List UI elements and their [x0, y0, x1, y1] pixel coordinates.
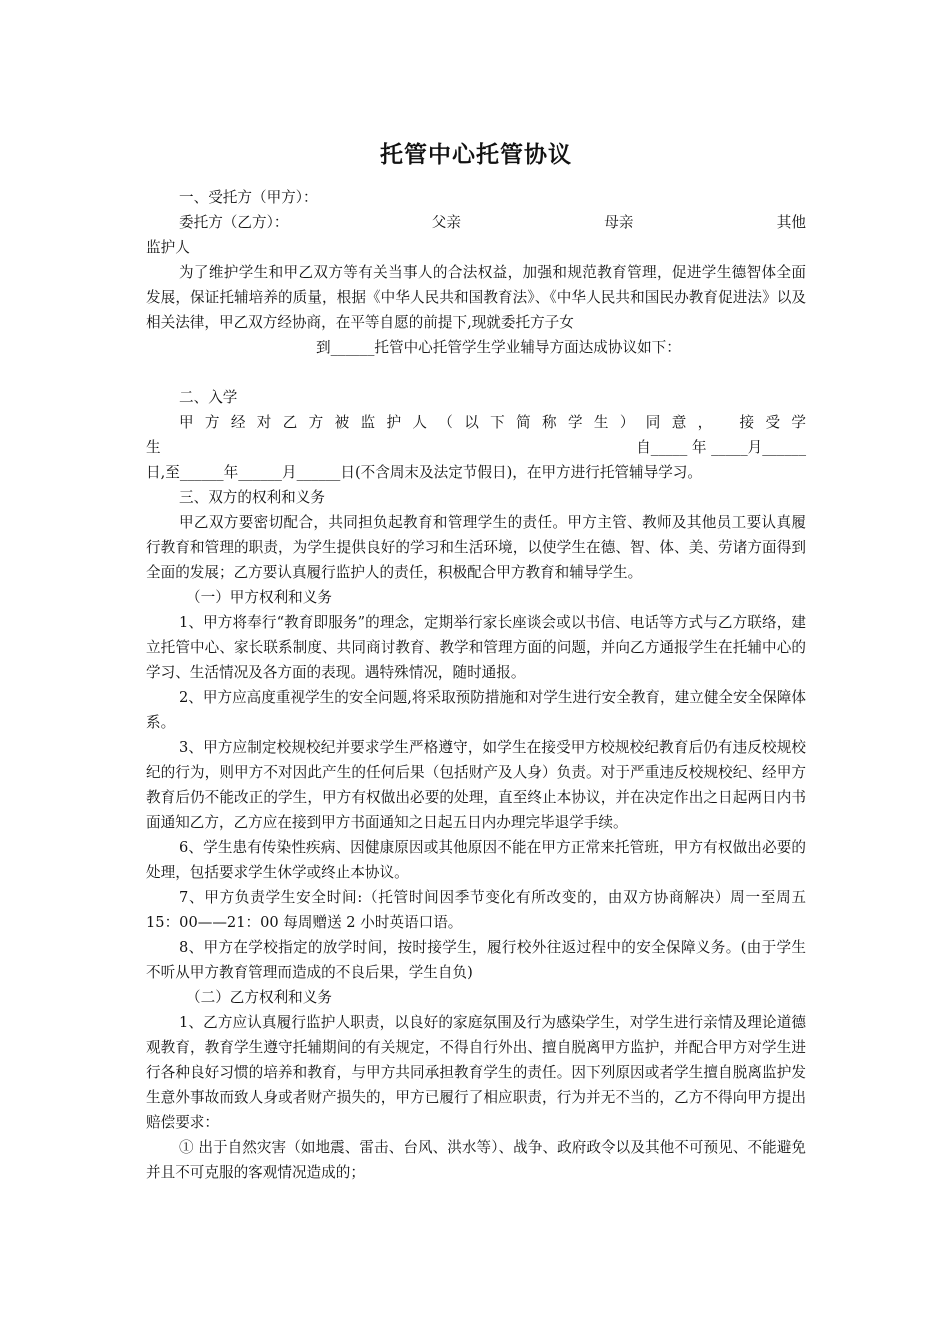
party-b-other: 其他: [776, 214, 806, 231]
spacer: [146, 360, 806, 385]
section2-line2-left: 生: [146, 439, 161, 456]
section2-line2-right: 自_____ 年 _____月______: [636, 439, 806, 456]
intro-paragraph: 为了维护学生和甲乙双方等有关当事人的合法权益，加强和规范教育管理，促进学生德智体全面发展，保证托辅培养的质量，根据《中华人民共和国教育法》、《中华人民共和国民办教育促进法》以及相关法律，甲乙双方经协商，在平等自愿的前提下,现就委托方子女: [146, 264, 806, 331]
party-a-item: 7、甲方负责学生安全时间:（托管时间因季节变化有所改变的，由双方协商解决）周一至周五 15：00——21：00 每周赠送 2 小时英语口语。: [146, 889, 806, 931]
party-a-line: 一、受托方（甲方）：: [179, 189, 318, 206]
party-a-item: 3、甲方应制定校规校纪并要求学生严格遵守，如学生在接受甲方校规校纪教育后仍有违反校规校纪的行为，则甲方不对因此产生的任何后果（包括财产及人身）负责。对于严重违反校规校纪、经甲方教育后仍不能改正的学生，甲方有权做出必要的处理，直至终止本协议，并在决定作出之日起两日内书面通知乙方，乙方应在接到甲方书面通知之日起五日内办理完毕退学手续。: [146, 739, 806, 831]
party-b-mother: 母亲: [604, 214, 634, 231]
party-b-item: ① 出于自然灾害（如地震、雷击、台风、洪水等）、战争、政府政令以及其他不可预见、不能避免并且不可克服的客观情况造成的；: [146, 1139, 806, 1181]
party-b-item: 1、乙方应认真履行监护人职责，以良好的家庭氛围及行为感染学生，对学生进行亲情及理论道德观教育，教育学生遵守托辅期间的有关规定，不得自行外出、擅自脱离甲方监护，并配合甲方对学生进行各种良好习惯的培养和教育，与甲方共同承担教育学生的责任。因下列原因或者学生擅自脱离监护发生意外事故而致人身或者财产损失的，甲方已履行了相应职责，行为并无不当的，乙方不得向甲方提出赔偿要求：: [146, 1014, 806, 1131]
party-b-guardian: 监护人: [146, 239, 190, 256]
party-a-item: 2、甲方应高度重视学生的安全问题,将采取预防措施和对学生进行安全教育，建立健全安全保障体系。: [146, 689, 806, 731]
section3-heading: 三、双方的权利和义务: [179, 489, 325, 506]
party-a-item: 8、甲方在学校指定的放学时间，按时接学生，履行校外往返过程中的安全保障义务。(由于学生不听从甲方教育管理而造成的不良后果，学生自负): [146, 939, 806, 981]
party-b-father: 父亲: [431, 214, 461, 231]
party-b-rights-heading: （二）乙方权利和义务: [186, 989, 332, 1006]
section2-line3: 日,至______年______月______日(不含周末及法定节假日)，在甲方进行托管辅导学习。: [146, 464, 702, 481]
document-page: [146, 136, 806, 1185]
section2-line2: [146, 435, 806, 460]
section3-intro: 甲乙双方要密切配合，共同担负起教育和管理学生的责任。甲方主管、教师及其他员工要认真履行教育和管理的职责，为学生提供良好的学习和生活环境，以使学生在德、智、体、美、劳诸方面得到全面的发展；乙方要认真履行监护人的责任，积极配合甲方教育和辅导学生。: [146, 514, 806, 581]
party-a-item: 6、学生患有传染性疾病、因健康原因或其他原因不能在甲方正常来托管班，甲方有权做出必要的处理，包括要求学生休学或终止本协议。: [146, 839, 806, 881]
party-a-rights-heading: （一）甲方权利和义务: [186, 589, 332, 606]
party-b-label: 委托方（乙方）：: [179, 214, 289, 231]
section2-heading: 二、入学: [179, 389, 238, 406]
document-title: 托管中心托管协议: [380, 141, 572, 168]
section2-line1: 甲方经对乙方被监护人（以下简称学生）同意， 接受学: [179, 414, 806, 431]
party-a-item: 1、甲方将奉行“教育即服务”的理念，定期举行家长座谈会或以书信、电话等方式与乙方联络，建立托管中心、家长联系制度、共同商讨教育、教学和管理方面的问题，并向乙方通报学生在托辅中心的学习、生活情况及各方面的表现。遇特殊情况，随时通报。: [146, 614, 806, 681]
party-b-line: [146, 210, 806, 235]
intro-end-line: 到______托管中心托管学生学业辅导方面达成协议如下：: [316, 339, 681, 356]
